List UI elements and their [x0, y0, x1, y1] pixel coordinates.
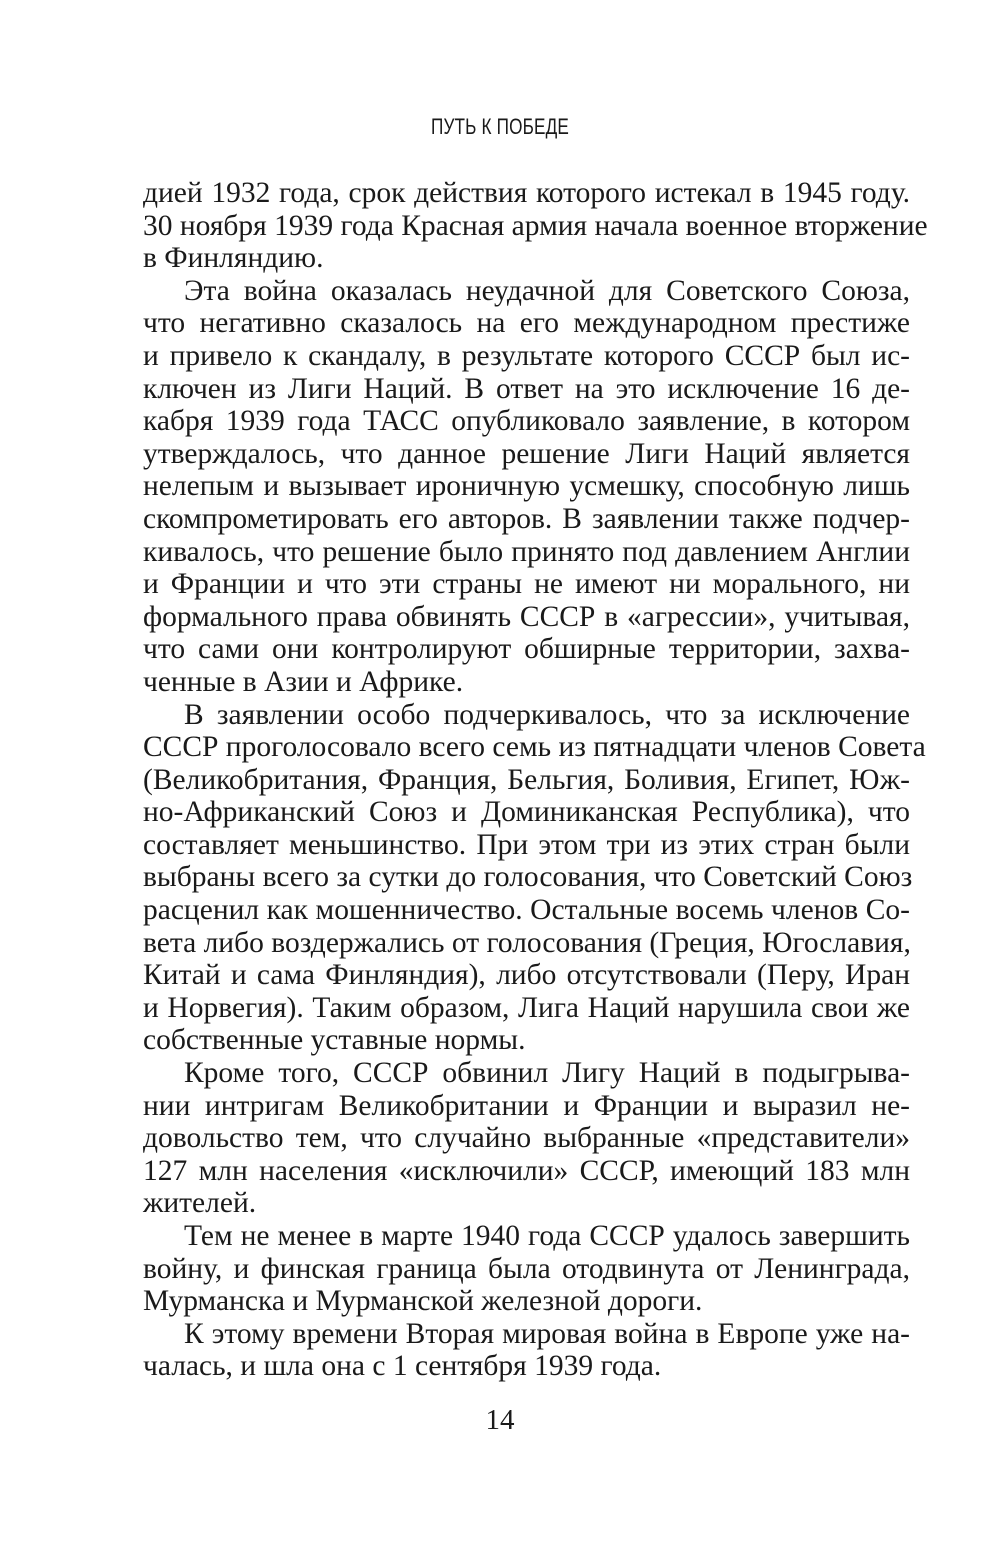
text-line: довольство тем, что случайно выбранные «представители»	[143, 1122, 910, 1155]
text-line: и Норвегия). Таким образом, Лига Наций нарушила свои же	[143, 991, 910, 1024]
text-line: и Франции и что эти страны не имеют ни морального, ни	[143, 568, 910, 601]
text-line: Мурманска и Мурманской железной дороги.	[143, 1285, 703, 1318]
text-line: нелепым и вызывает ироничную усмешку, способную лишь	[143, 470, 910, 503]
text-line: составляет меньшинство. При этом три из этих стран были	[143, 828, 910, 861]
text-line: расценил как мошенничество. Остальные восемь членов Со-	[143, 894, 910, 927]
text-line: что сами они контролируют обширные территории, захва-	[143, 633, 910, 666]
text-line: формального права обвинять СССР в «агрессии», учитывая,	[143, 600, 910, 633]
text-line: Китай и сама Финляндия), либо отсутствовали (Перу, Иран	[143, 959, 910, 992]
text-line: что негативно сказалось на его международном престиже	[143, 307, 910, 340]
text-line: кабря 1939 года ТАСС опубликовало заявление, в котором	[143, 405, 910, 438]
running-head: ПУТЬ К ПОБЕДЕ	[430, 114, 569, 139]
text-line: скомпрометировать его авторов. В заявлении также подчер-	[143, 502, 910, 535]
text-line: Эта война оказалась неудачной для Советского Союза,	[184, 274, 910, 307]
text-line: ключен из Лиги Наций. В ответ на это исключение 16 де-	[143, 372, 910, 405]
text-line: В заявлении особо подчеркивалось, что за исключение	[184, 698, 910, 731]
text-line: СССР проголосовало всего семь из пятнадцати членов Совета	[143, 731, 926, 764]
text-line: Кроме того, СССР обвинил Лигу Наций в подыгрыва-	[184, 1057, 910, 1090]
text-line: собственные уставные нормы.	[143, 1024, 526, 1057]
text-line: дией 1932 года, срок действия которого истекал в 1945 году.	[143, 177, 910, 209]
text-line: 30 ноября 1939 года Красная армия начала военное вторжение	[143, 209, 928, 242]
text-line: выбраны всего за сутки до голосования, что Советский Союз	[143, 861, 913, 894]
text-line: кивалось, что решение было принято под давлением Англии	[143, 535, 910, 568]
text-line: (Великобритания, Франция, Бельгия, Боливия, Египет, Юж-	[143, 763, 910, 796]
text-line: вета либо воздержались от голосования (Греция, Югославия,	[143, 926, 911, 959]
text-line: ченные в Азии и Африке.	[143, 665, 464, 698]
text-line: 127 млн населения «исключили» СССР, имеющий 183 млн	[143, 1154, 910, 1187]
text-line: жителей.	[143, 1187, 257, 1220]
page-number: 14	[485, 1404, 515, 1436]
text-line: но-Африканский Союз и Доминиканская Республика), что	[143, 796, 910, 829]
text-line: Тем не менее в марте 1940 года СССР удалось завершить	[184, 1220, 910, 1252]
text-line: К этому времени Вторая мировая война в Европе уже на-	[184, 1317, 910, 1350]
body-text	[143, 177, 928, 1383]
text-line: и привело к скандалу, в результате которого СССР был ис-	[143, 339, 910, 372]
text-line: войну, и финская граница была отодвинута от Ленинграда,	[143, 1252, 910, 1285]
text-line: утверждалось, что данное решение Лиги Наций является	[143, 437, 910, 470]
text-line: в Финляндию.	[143, 242, 324, 275]
text-line: чалась, и шла она с 1 сентября 1939 года.	[143, 1350, 662, 1383]
text-line: нии интригам Великобритании и Франции и выразил не-	[143, 1089, 910, 1122]
